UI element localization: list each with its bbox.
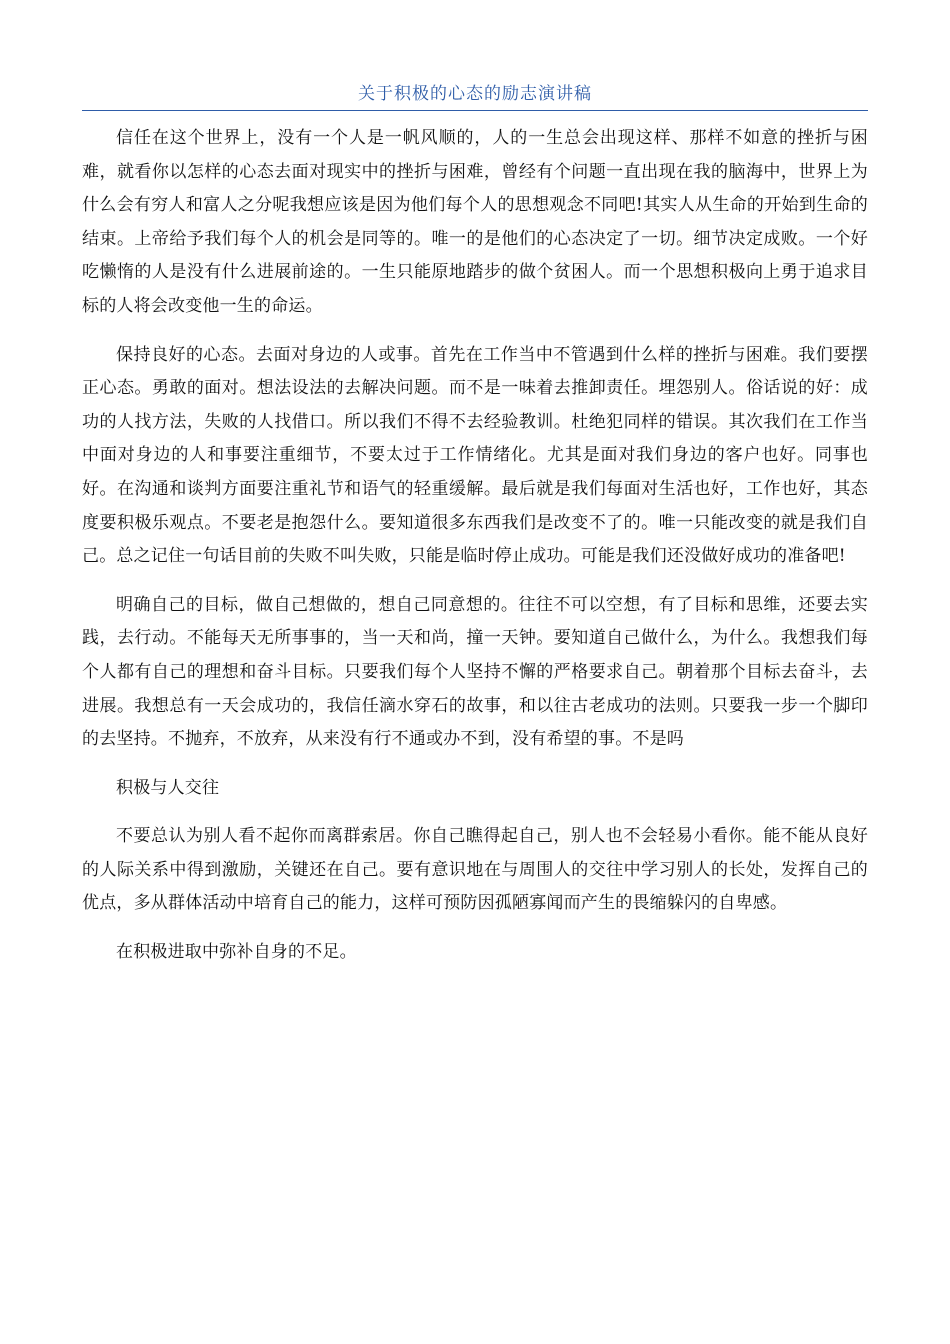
paragraph-1: 信任在这个世界上，没有一个人是一帆风顺的，人的一生总会出现这样、那样不如意的挫折与困难，就看你以怎样的心态去面对现实中的挫折与困难，曾经有个问题一直出现在我的脑海中，世界上为什么会有穷人和富人之分呢我想应该是因为他们每个人的思想观念不同吧!其实人从生命的开始到生命的结束。上帝给予我们每个人的机会是同等的。唯一的是他们的心态决定了一切。细节决定成败。一个好吃懒惰的人是没有什么进展前途的。一生只能原地踏步的做个贫困人。而一个思想积极向上勇于追求目标的人将会改变他一生的命运。	[82, 128, 868, 316]
document-body	[82, 122, 868, 985]
paragraph-5: 在积极进取中弥补自身的不足。	[116, 942, 357, 963]
document-title: 关于积极的心态的励志演讲稿	[358, 84, 592, 104]
paragraph-4: 不要总认为别人看不起你而离群索居。你自己瞧得起自己，别人也不会轻易小看你。能不能从良好的人际关系中得到激励，关键还在自己。要有意识地在与周围人的交往中学习别人的长处，发挥自己的优点，多从群体活动中培育自己的能力，这样可预防因孤陋寡闻而产生的畏缩躲闪的自卑感。	[82, 826, 868, 914]
paragraph-3: 明确自己的目标，做自己想做的，想自己同意想的。往往不可以空想，有了目标和思维，还要去实践，去行动。不能每天无所事事的，当一天和尚，撞一天钟。要知道自己做什么，为什么。我想我们每个人都有自己的理想和奋斗目标。只要我们每个人坚持不懈的严格要求自己。朝着那个目标去奋斗，去进展。我想总有一天会成功的，我信任滴水穿石的故事，和以往古老成功的法则。只要我一步一个脚印的去坚持。不抛弃，不放弃，从来没有行不通或办不到，没有希望的事。不是吗	[82, 594, 868, 750]
page-header	[82, 78, 868, 111]
paragraph-2: 保持良好的心态。去面对身边的人或事。首先在工作当中不管遇到什么样的挫折与困难。我们要摆正心态。勇敢的面对。想法设法的去解决问题。而不是一味着去推卸责任。埋怨别人。俗话说的好：成功的人找方法，失败的人找借口。所以我们不得不去经验教训。杜绝犯同样的错误。其次我们在工作当中面对身边的人和事要注重细节，不要太过于工作情绪化。尤其是面对我们身边的客户也好。同事也好。在沟通和谈判方面要注重礼节和语气的轻重缓解。最后就是我们每面对生活也好，工作也好，其态度要积极乐观点。不要老是抱怨什么。要知道很多东西我们是改变不了的。唯一只能改变的就是我们自己。总之记住一句话目前的失败不叫失败，只能是临时停止成功。可能是我们还没做好成功的准备吧!	[82, 344, 868, 567]
section-heading-social: 积极与人交往	[116, 777, 220, 798]
